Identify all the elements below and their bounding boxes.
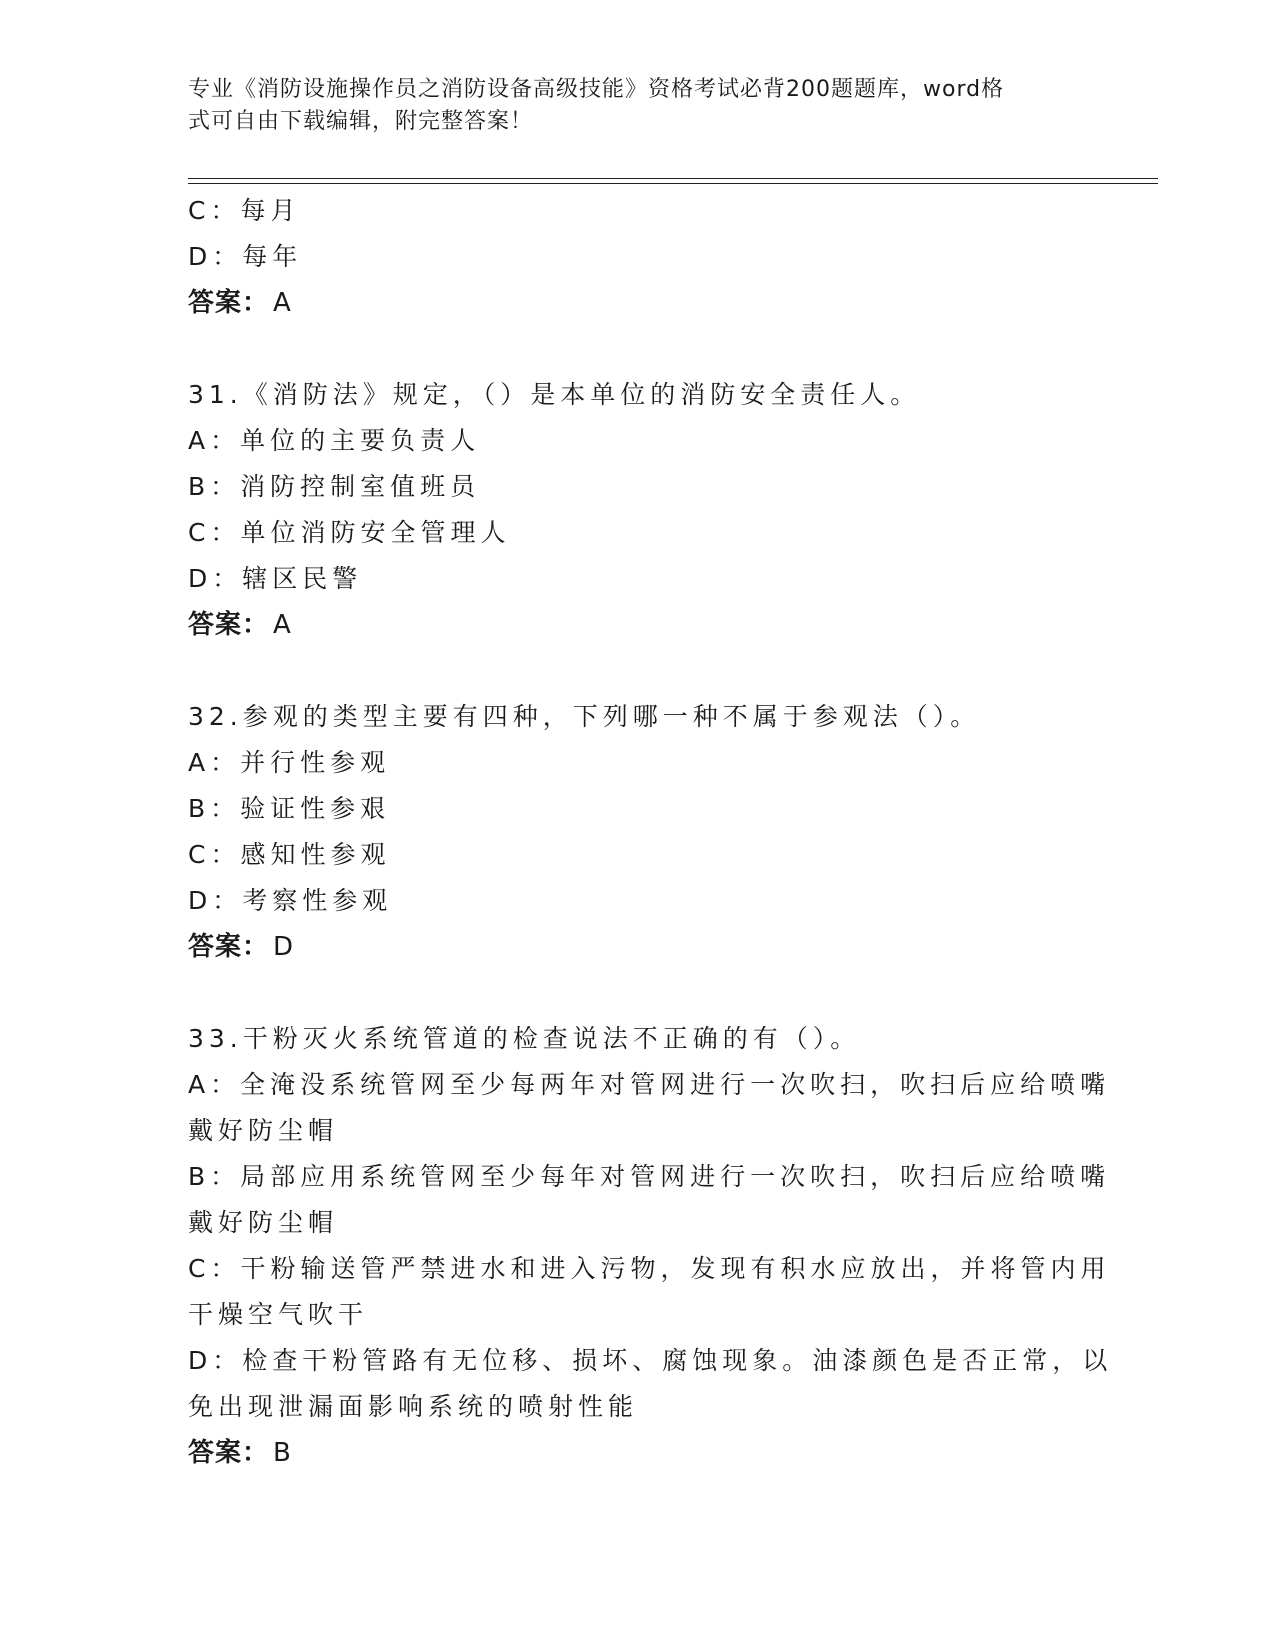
question-33 (188, 1016, 1113, 1476)
answer-label: 答案： (188, 1438, 270, 1468)
option-d: D：考察性参观 (188, 886, 393, 915)
answer-label: 答案： (188, 932, 270, 962)
option-d-line-1: D：检查干粉管路有无位移、损坏、腐蚀现象。油漆颜色是否正常，以 (188, 1346, 1113, 1375)
option-a: A：单位的主要负责人 (188, 426, 481, 455)
document-header (188, 74, 1078, 138)
option-d: D：每年 (188, 242, 303, 271)
option-b: B：验证性参艰 (188, 794, 391, 823)
header-divider-top (188, 178, 1158, 179)
option-a (188, 1062, 1111, 1154)
header-divider-bottom (188, 183, 1158, 184)
option-c: C：感知性参观 (188, 840, 391, 869)
option-c: C：单位消防安全管理人 (188, 518, 511, 547)
option-b-line-1: B：局部应用系统管网至少每年对管网进行一次吹扫，吹扫后应给喷嘴 (188, 1162, 1111, 1191)
option-d (188, 1338, 1113, 1430)
option-c: C：每月 (188, 196, 301, 225)
answer-label: 答案： (188, 610, 270, 640)
question-text: 31.《消防法》规定，（）是本单位的消防安全责任人。 (188, 380, 921, 409)
answer-line (188, 602, 1088, 648)
question-text: 33.干粉灭火系统管道的检查说法不正确的有（）。 (188, 1024, 861, 1053)
question-32 (188, 694, 1088, 970)
question-31 (188, 372, 1088, 648)
option-b: B：消防控制室值班员 (188, 472, 481, 501)
option-b-line-2: 戴好防尘帽 (188, 1208, 339, 1237)
option-c-line-1: C：干粉输送管严禁进水和进入污物，发现有积水应放出，并将管内用 (188, 1254, 1111, 1283)
answer-value: D (273, 932, 295, 962)
header-line-1: 专业《消防设施操作员之消防设备高级技能》资格考试必背200题题库，word格 (188, 77, 1005, 102)
option-d: D：辖区民警 (188, 564, 363, 593)
answer-line (188, 1430, 1088, 1476)
answer-value: A (273, 288, 292, 318)
question-list (188, 188, 1113, 1476)
option-b (188, 1154, 1111, 1246)
option-a: A：并行性参观 (188, 748, 391, 777)
answer-label: 答案： (188, 288, 270, 318)
option-d-line-2: 免出现泄漏面影响系统的喷射性能 (188, 1392, 639, 1421)
answer-value: A (273, 610, 292, 640)
option-c-line-2: 干燥空气吹干 (188, 1300, 369, 1329)
option-a-line-1: A：全淹没系统管网至少每两年对管网进行一次吹扫，吹扫后应给喷嘴 (188, 1070, 1111, 1099)
answer-value: B (273, 1438, 292, 1468)
answer-line (188, 924, 1088, 970)
header-line-2: 式可自由下载编辑，附完整答案！ (188, 109, 534, 134)
answer-line (188, 280, 1088, 326)
option-a-line-2: 戴好防尘帽 (188, 1116, 339, 1145)
option-c (188, 1246, 1111, 1338)
question-prev (188, 188, 1088, 326)
question-text: 32.参观的类型主要有四种，下列哪一种不属于参观法（）。 (188, 702, 981, 731)
